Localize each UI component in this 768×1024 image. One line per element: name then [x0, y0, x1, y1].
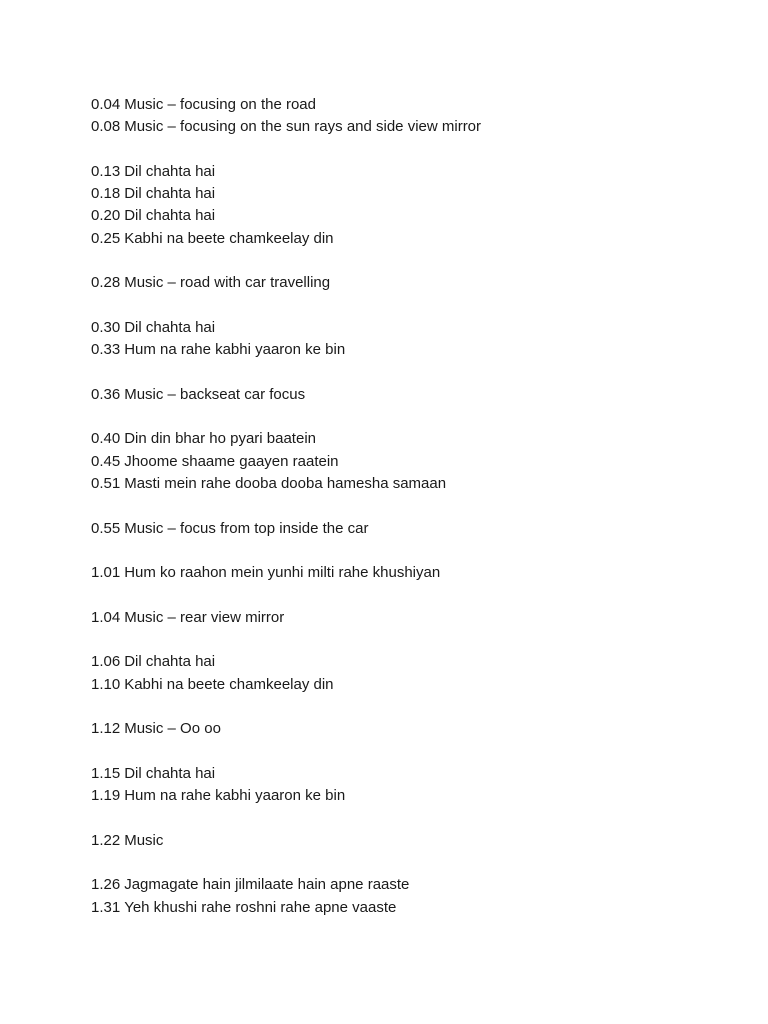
entry-text: Music – backseat car focus [124, 385, 306, 403]
entry-text: Hum ko raahon mein yunhi milti rahe khushiyan [124, 564, 441, 582]
timestamp-entry [91, 562, 731, 584]
entry-timestamp: 0.25 [91, 229, 121, 247]
timestamp-entry [91, 718, 731, 740]
timestamp-entry [91, 428, 731, 450]
timestamp-entry [91, 205, 731, 227]
entry-group [91, 718, 731, 740]
entry-text: Kabhi na beete chamkeelay din [124, 229, 334, 247]
entry-timestamp: 1.19 [91, 787, 121, 805]
entry-timestamp: 0.45 [91, 452, 121, 470]
timestamp-list [91, 94, 731, 941]
entry-text: Din din bhar ho pyari baatein [124, 430, 316, 448]
timestamp-entry [91, 607, 731, 629]
timestamp-entry [91, 785, 731, 807]
timestamp-entry [91, 897, 731, 919]
timestamp-entry [91, 651, 731, 673]
entry-timestamp: 1.31 [91, 898, 121, 916]
timestamp-entry [91, 161, 731, 183]
entry-timestamp: 1.26 [91, 876, 121, 894]
entry-group [91, 272, 731, 294]
timestamp-entry [91, 228, 731, 250]
entry-timestamp: 1.15 [91, 764, 121, 782]
entry-timestamp: 0.51 [91, 475, 121, 493]
entry-text: Hum na rahe kabhi yaaron ke bin [124, 341, 346, 359]
entry-text: Jagmagate hain jilmilaate hain apne raaste [124, 876, 410, 894]
entry-text: Kabhi na beete chamkeelay din [124, 675, 334, 693]
entry-timestamp: 0.33 [91, 341, 121, 359]
entry-group [91, 428, 731, 495]
timestamp-entry [91, 339, 731, 361]
timestamp-entry [91, 874, 731, 896]
entry-timestamp: 0.13 [91, 162, 121, 180]
timestamp-entry [91, 183, 731, 205]
entry-group [91, 94, 731, 139]
entry-group [91, 562, 731, 584]
entry-text: Jhoome shaame gaayen raatein [124, 452, 339, 470]
entry-timestamp: 0.28 [91, 274, 121, 292]
entry-text: Hum na rahe kabhi yaaron ke bin [124, 787, 346, 805]
entry-timestamp: 1.01 [91, 564, 121, 582]
entry-text: Music – focusing on the sun rays and side view mirror [124, 118, 482, 136]
timestamp-entry [91, 518, 731, 540]
entry-group [91, 317, 731, 362]
entry-text: Music – rear view mirror [124, 608, 285, 626]
entry-timestamp: 0.08 [91, 118, 121, 136]
timestamp-entry [91, 94, 731, 116]
entry-group [91, 874, 731, 919]
entry-timestamp: 1.04 [91, 608, 121, 626]
timestamp-entry [91, 674, 731, 696]
entry-text: Music – focus from top inside the car [124, 519, 369, 537]
entry-text: Music [124, 831, 164, 849]
entry-timestamp: 1.10 [91, 675, 121, 693]
entry-text: Music – focusing on the road [124, 96, 316, 113]
timestamp-entry [91, 473, 731, 495]
timestamp-entry [91, 272, 731, 294]
entry-timestamp: 0.55 [91, 519, 121, 537]
entry-text: Dil chahta hai [124, 207, 216, 225]
entry-text: Music – Oo oo [124, 720, 221, 738]
entry-text: Dil chahta hai [124, 653, 216, 671]
entry-timestamp: 0.04 [91, 96, 121, 113]
entry-text: Dil chahta hai [124, 162, 216, 180]
entry-timestamp: 0.20 [91, 207, 121, 225]
entry-timestamp: 1.06 [91, 653, 121, 671]
entry-timestamp: 0.18 [91, 185, 121, 203]
entry-timestamp: 1.12 [91, 720, 121, 738]
entry-group [91, 607, 731, 629]
entry-timestamp: 0.36 [91, 385, 121, 403]
timestamp-entry [91, 451, 731, 473]
timestamp-entry [91, 830, 731, 852]
entry-text: Dil chahta hai [124, 318, 216, 336]
entry-text: Masti mein rahe dooba dooba hamesha samaan [124, 475, 447, 493]
entry-group [91, 384, 731, 406]
entry-group [91, 651, 731, 696]
entry-timestamp: 0.40 [91, 430, 121, 448]
timestamp-entry [91, 116, 731, 138]
entry-timestamp: 1.22 [91, 831, 121, 849]
entry-text: Music – road with car travelling [124, 274, 331, 292]
entry-group [91, 830, 731, 852]
timestamp-entry [91, 763, 731, 785]
timestamp-entry [91, 384, 731, 406]
entry-text: Dil chahta hai [124, 764, 216, 782]
entry-text: Yeh khushi rahe roshni rahe apne vaaste [124, 898, 397, 916]
entry-group [91, 161, 731, 250]
entry-group [91, 518, 731, 540]
entry-timestamp: 0.30 [91, 318, 121, 336]
entry-group [91, 763, 731, 808]
entry-text: Dil chahta hai [124, 185, 216, 203]
timestamp-entry [91, 317, 731, 339]
